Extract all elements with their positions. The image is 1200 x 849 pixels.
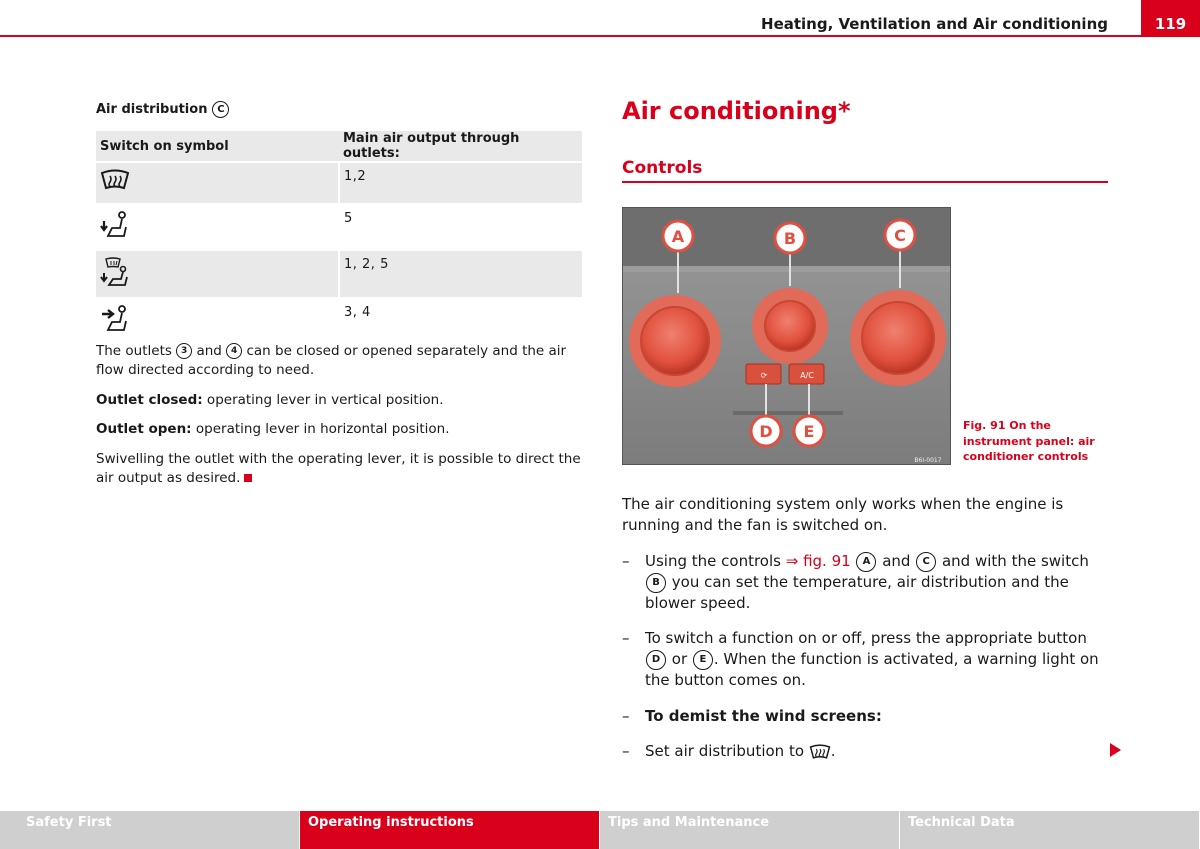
list-item: – To switch a function on or off, press the appropriate button D or E . When the function is activated, a warning light on the button comes on. bbox=[622, 629, 1099, 689]
swivel-paragraph: Swivelling the outlet with the operating lever, it is possible to direct the air output as desired. bbox=[96, 451, 581, 486]
outlet-closed-paragraph: Outlet closed: operating lever in vertical position. bbox=[96, 392, 444, 408]
footwell-outlet-icon bbox=[100, 211, 130, 239]
outlet-closed-label: Outlet closed: bbox=[96, 392, 203, 408]
figure-code: B6I-0017 bbox=[914, 457, 942, 464]
section-rule bbox=[622, 181, 1108, 183]
end-of-section-marker bbox=[244, 474, 252, 482]
outlet-open-label: Outlet open: bbox=[96, 421, 192, 437]
tab-technical-data[interactable]: Technical Data bbox=[900, 811, 1200, 849]
figure-caption: Fig. 91 On the instrument panel: air conditioner controls bbox=[963, 419, 1095, 463]
face-outlet-icon bbox=[100, 305, 130, 333]
air-conditioner-controls-figure bbox=[622, 207, 951, 465]
section-title: Heating, Ventilation and Air conditioning bbox=[761, 15, 1108, 33]
tab-operating-instructions[interactable]: Operating instructions bbox=[300, 811, 600, 849]
table-row bbox=[96, 204, 582, 250]
table-row bbox=[96, 250, 582, 298]
label-a: A bbox=[671, 227, 685, 246]
header-rule bbox=[0, 35, 1200, 37]
outlets-value: 5 bbox=[344, 211, 353, 226]
page-number: 119 bbox=[1141, 0, 1200, 37]
outlets-value: 1, 2, 5 bbox=[344, 257, 389, 272]
button-d-text: ⟳ bbox=[760, 371, 768, 380]
windscreen-defrost-icon bbox=[100, 169, 130, 191]
control-marker-c: C bbox=[212, 101, 229, 118]
page-title: Air conditioning* bbox=[622, 97, 851, 125]
outlet-marker-4: 4 bbox=[226, 343, 242, 359]
windscreen-defrost-icon bbox=[809, 744, 831, 760]
label-e: E bbox=[803, 422, 815, 441]
control-marker-a: A bbox=[856, 552, 876, 572]
air-distribution-table bbox=[96, 131, 582, 345]
label-c: C bbox=[894, 226, 906, 245]
table-header-symbol: Switch on symbol bbox=[96, 131, 339, 162]
list-item: – Using the controls ⇒ fig. 91 A and C and with the switch B you can set the temperature, air distribution and the blower speed. bbox=[622, 552, 1089, 612]
control-marker-c: C bbox=[916, 552, 936, 572]
list-item: – To demist the wind screens: bbox=[622, 707, 882, 725]
figure-reference-link[interactable]: ⇒ fig. 91 bbox=[785, 552, 851, 570]
table-header-outlets: Main air output through outlets: bbox=[339, 131, 582, 162]
list-item: – Set air distribution to . bbox=[622, 742, 836, 760]
tab-safety-first[interactable]: Safety First bbox=[0, 811, 300, 849]
table-row bbox=[96, 298, 582, 344]
next-page-arrow-icon[interactable] bbox=[1110, 743, 1121, 757]
windscreen-and-footwell-icon bbox=[100, 257, 130, 287]
button-e-text: A/C bbox=[800, 371, 814, 380]
tab-tips-and-maintenance[interactable]: Tips and Maintenance bbox=[600, 811, 900, 849]
control-marker-e: E bbox=[693, 650, 713, 670]
section-heading: Controls bbox=[622, 158, 703, 178]
outlet-marker-3: 3 bbox=[176, 343, 192, 359]
outlets-paragraph: The outlets 3 and 4 can be closed or opened separately and the air flow directed according to need. bbox=[96, 343, 567, 378]
table-row bbox=[96, 162, 582, 204]
label-b: B bbox=[783, 229, 797, 248]
label-d: D bbox=[759, 422, 773, 441]
outlets-value: 1,2 bbox=[344, 169, 367, 184]
air-distribution-label: Air distribution bbox=[96, 102, 208, 117]
outlets-value: 3, 4 bbox=[344, 305, 371, 320]
outlet-open-paragraph: Outlet open: operating lever in horizontal position. bbox=[96, 421, 450, 437]
control-panel-illustration bbox=[623, 208, 951, 465]
control-marker-b: B bbox=[646, 573, 666, 593]
intro-paragraph: The air conditioning system only works when the engine is running and the fan is switched on. bbox=[622, 495, 1064, 534]
footer-tabs bbox=[0, 811, 1200, 849]
air-distribution-heading bbox=[96, 101, 229, 118]
control-marker-d: D bbox=[646, 650, 666, 670]
